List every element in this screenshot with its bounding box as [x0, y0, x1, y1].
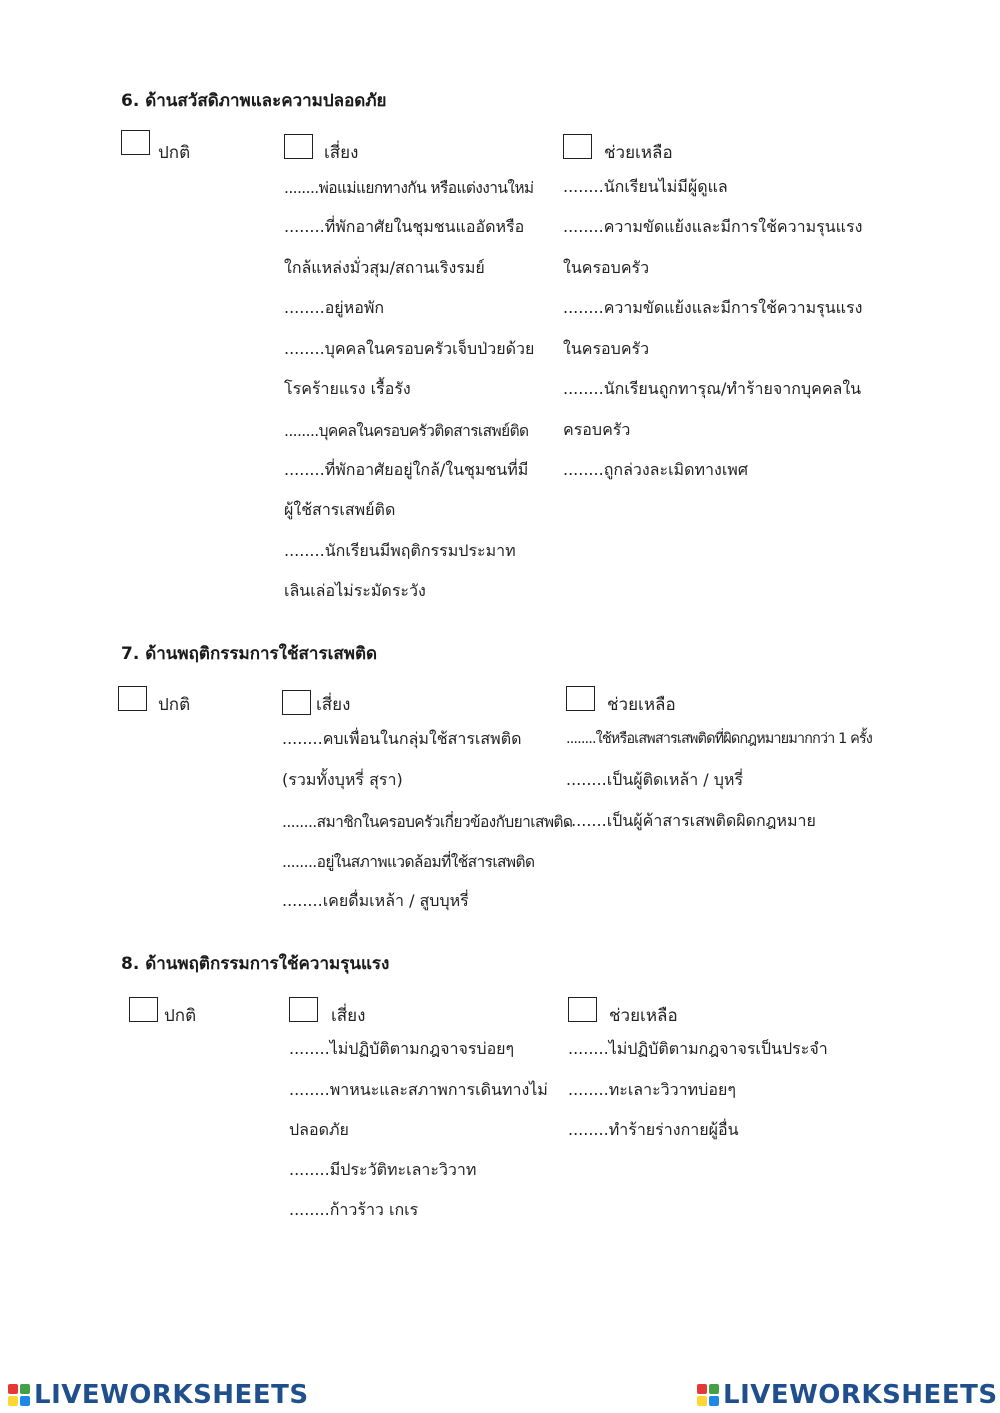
section-6-risk-label: เสี่ยง [324, 143, 359, 163]
section-8-normal-checkbox[interactable] [129, 997, 158, 1022]
section-6-help-item: ในครอบครัว [563, 339, 650, 358]
section-6-risk-item: ........บุคคลในครอบครัวติดสารเสพย์ติด [284, 422, 529, 440]
section-6-help-item: ........ถูกล่วงละเมิดทางเพศ [563, 460, 748, 479]
section-7-risk-checkbox[interactable] [282, 690, 311, 715]
section-6-risk-item: ใกล้แหล่งมั่วสุม/สถานเริงรมย์ [284, 258, 485, 277]
section-6-help-checkbox[interactable] [563, 134, 592, 159]
section-6-help-item: ........ความขัดแย้งและมีการใช้ความรุนแรง [563, 298, 863, 317]
footer-logo-right[interactable] [697, 1379, 998, 1411]
section-8-risk-label: เสี่ยง [331, 1006, 366, 1026]
section-8-risk-item: ........มีประวัติทะเลาะวิวาท [289, 1160, 477, 1179]
section-8-risk-item: ปลอดภัย [289, 1120, 349, 1139]
section-7-risk-item: ........อยู่ในสภาพแวดล้อมที่ใช้สารเสพติด [282, 853, 535, 871]
section-7-heading: 7. ด้านพฤติกรรมการใช้สารเสพติด [121, 644, 378, 664]
section-8-risk-item: ........ก้าวร้าว เกเร [289, 1200, 419, 1219]
section-7-help-label: ช่วยเหลือ [607, 695, 676, 715]
liveworksheets-logo-icon [697, 1384, 719, 1406]
liveworksheets-logo-icon [8, 1384, 30, 1406]
section-7-normal-label: ปกติ [158, 695, 191, 715]
section-7-risk-item: ........สมาชิกในครอบครัวเกี่ยวข้องกับยาเสพติด [282, 813, 573, 831]
section-7-risk-item: ........เคยดื่มเหล้า / สูบบุหรี่ [282, 891, 469, 910]
section-7-risk-item: ........คบเพื่อนในกลุ่มใช้สารเสพติด [282, 729, 522, 748]
section-6-heading: 6. ด้านสวัสดิภาพและความปลอดภัย [121, 91, 387, 111]
section-6-risk-item: ผู้ใช้สารเสพย์ติด [284, 500, 396, 519]
section-6-help-item: ครอบครัว [563, 420, 631, 439]
section-7-risk-label: เสี่ยง [316, 695, 351, 715]
section-6-help-label: ช่วยเหลือ [604, 143, 673, 163]
section-8-help-item: ........ไม่ปฏิบัติตามกฎจาจรเป็นประจำ [568, 1039, 828, 1058]
section-6-normal-label: ปกติ [158, 143, 191, 163]
section-6-risk-item: ........อยู่หอพัก [284, 298, 385, 317]
section-6-risk-item: ........พ่อแม่แยกทางกัน หรือแต่งงานใหม่ [284, 179, 534, 197]
section-6-help-item: ........นักเรียนถูกทารุณ/ทำร้ายจากบุคคลใน [563, 379, 862, 398]
section-8-risk-item: ........ไม่ปฏิบัติตามกฎจาจรบ่อยๆ [289, 1039, 515, 1058]
section-6-normal-checkbox[interactable] [121, 130, 150, 155]
section-6-risk-item: ........ที่พักอาศัยอยู่ใกล้/ในชุมชนที่มี [284, 460, 529, 479]
section-8-help-item: ........ทะเลาะวิวาทบ่อยๆ [568, 1080, 736, 1099]
section-6-help-item: ........นักเรียนไม่มีผู้ดูแล [563, 177, 728, 196]
section-6-help-item: ในครอบครัว [563, 258, 650, 277]
section-7-normal-checkbox[interactable] [118, 686, 147, 711]
footer-brand-right: LIVEWORKSHEETS [723, 1380, 998, 1410]
section-7-help-item: ........ใช้หรือเสพสารเสพติดที่ผิดกฎหมายมากกว่า 1 ครั้ง [566, 731, 872, 747]
section-6-help-item: ........ความขัดแย้งและมีการใช้ความรุนแรง [563, 217, 863, 236]
section-8-risk-item: ........พาหนะและสภาพการเดินทางไม่ [289, 1080, 548, 1099]
section-6-risk-item: ........ที่พักอาศัยในชุมชนแออัดหรือ [284, 217, 525, 236]
section-6-risk-item: โรคร้ายแรง เรื้อรัง [284, 379, 411, 398]
section-8-heading: 8. ด้านพฤติกรรมการใช้ความรุนแรง [121, 954, 390, 974]
section-7-risk-item: (รวมทั้งบุหรี่ สุรา) [282, 770, 403, 789]
section-8-help-item: ........ทำร้ายร่างกายผู้อื่น [568, 1120, 739, 1139]
footer-logo-left[interactable] [8, 1379, 309, 1411]
section-7-help-item: ........เป็นผู้ติดเหล้า / บุหรี่ [566, 770, 744, 789]
section-6-risk-item: ........นักเรียนมีพฤติกรรมประมาท [284, 541, 516, 560]
section-7-help-checkbox[interactable] [566, 686, 595, 711]
section-6-risk-item: ........บุคคลในครอบครัวเจ็บป่วยด้วย [284, 339, 535, 358]
footer-brand-left: LIVEWORKSHEETS [34, 1380, 309, 1410]
section-8-help-label: ช่วยเหลือ [609, 1006, 678, 1026]
section-6-risk-item: เลินเล่อไม่ระมัดระวัง [284, 581, 426, 600]
section-7-help-item: ........เป็นผู้ค้าสารเสพติดผิดกฎหมาย [566, 811, 816, 830]
section-8-help-checkbox[interactable] [568, 997, 597, 1022]
section-6-risk-checkbox[interactable] [284, 134, 313, 159]
section-8-risk-checkbox[interactable] [289, 997, 318, 1022]
section-8-normal-label: ปกติ [164, 1006, 197, 1026]
